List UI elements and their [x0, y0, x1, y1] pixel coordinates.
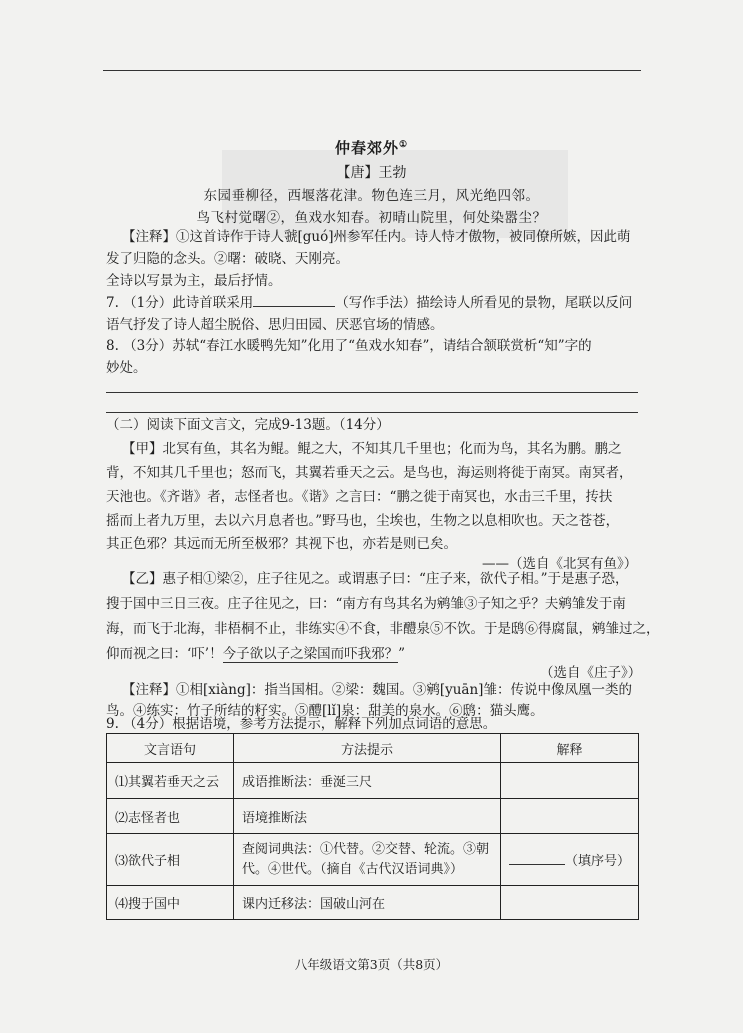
question-7: 7. （1分）此诗首联采用 （写作手法）描绘诗人所看见的景物，尾联以反问: [106, 295, 633, 311]
passage-a-line: 其正色邪？其远而无所至极邪？其视下也，亦若是则已矣。: [106, 536, 457, 552]
note-line-2: 发了归隐的念头。②曙：破晓、天刚亮。: [106, 251, 349, 267]
answer-blank[interactable]: [509, 852, 565, 865]
phrase-cell: ⑴其翼若垂天之云: [107, 763, 234, 799]
passage-b-line: 海，而飞于北海，非梧桐不止，非练实④不食，非醴泉⑤不饮。于是鸱⑥得腐鼠，鹓雏过之，: [106, 621, 660, 637]
column-header: 解释: [500, 734, 638, 763]
answer-cell[interactable]: [500, 799, 638, 834]
method-cell: 成语推断法：垂涎三尺: [234, 763, 501, 799]
column-header: 方法提示: [234, 734, 501, 763]
answer-line[interactable]: [106, 412, 638, 413]
note-line-3: 全诗以写景为主，最后抒情。: [106, 273, 282, 289]
top-rule: [103, 70, 641, 71]
poem-line-2: 鸟飞村觉曙②，鱼戏水知春。初晴山院里，何处染嚣尘？: [196, 210, 547, 226]
passage-b-line: 【乙】惠子相①梁②，庄子往见之。或谓惠子曰：“庄子来，欲代子相。”于是惠子恐，: [122, 571, 629, 587]
method-cell: 语境推断法: [234, 799, 501, 834]
phrase-cell: ⑵志怪者也: [107, 799, 234, 834]
underlined-sentence: 今子欲以子之梁国而吓我邪？: [222, 646, 399, 662]
passage-b-line: 仰而视之曰：‘吓’！今子欲以子之梁国而吓我邪？”: [106, 646, 405, 662]
poem-author: 【唐】王勃: [336, 165, 407, 181]
section-2-heading: （二）阅读下面文言文，完成9-13题。（14分）: [106, 417, 390, 433]
passage-a-line: 背，不知其几千里也；怒而飞，其翼若垂天之云。是鸟也，海运则将徙于南冥。南冥者，: [106, 465, 633, 481]
method-cell: 查阅词典法：①代替。②交替、轮流。③朝 代。④世代。（摘自《古代汉语词典》）: [234, 834, 501, 886]
column-header: 文言语句: [107, 734, 234, 763]
question-8-cont: 妙处。: [106, 360, 147, 376]
source-note-b: （选自《庄子》）: [540, 665, 642, 681]
answer-cell[interactable]: [500, 763, 638, 799]
question-8: 8. （3分）苏轼“春江水暖鸭先知”化用了“鱼戏水知春”，请结合颔联赏析“知”字的: [106, 338, 592, 354]
table-row: [107, 763, 639, 799]
phrase-cell: ⑶欲代子相: [107, 834, 234, 886]
poem-line-1: 东园垂柳径，西堰落花津。物色连三月，风光绝四邻。: [203, 188, 540, 204]
source-note-a: ——（选自《北冥有鱼》）: [482, 556, 638, 572]
answer-cell[interactable]: （填序号）: [500, 834, 638, 886]
note-line-1: 【注释】①这首诗作于诗人虢[guó]州参军任内。诗人恃才傲物，被同僚所嫉，因此萌: [122, 229, 631, 245]
answer-cell[interactable]: [500, 886, 638, 920]
phrase-cell: ⑷搜于国中: [107, 886, 234, 920]
question-9: 9. （4分）根据语境，参考方法提示，解释下列加点词语的意思。: [106, 716, 497, 732]
passage-b-line: 搜于国中三日三夜。庄子往见之，曰：“南方有鸟其名为鹓雏③子知之乎？夫鹓雏发于南: [106, 596, 626, 612]
page-footer: 八年级语文第3页（共8页）: [294, 957, 449, 972]
question-7-cont: 语气抒发了诗人超尘脱俗、思归田园、厌恶官场的情感。: [106, 317, 444, 333]
passage-a-line: 天池也。《齐谐》者，志怪者也。《谐》之言曰：“鹏之徙于南冥也，水击三千里，抟扶: [106, 489, 613, 505]
table-row: [107, 834, 639, 886]
annotation-line-2: 鸟。④练实：竹子所结的籽实。⑤醴[lǐ]泉：甜美的泉水。⑥鸱：猫头鹰。: [106, 703, 544, 719]
passage-a-line: 【甲】北冥有鱼，其名为鲲。鲲之大，不知其几千里也；化而为鸟，其名为鹏。鹏之: [122, 441, 622, 457]
table-row: [107, 799, 639, 834]
method-cell: 课内迁移法：国破山河在: [234, 886, 501, 920]
answer-line[interactable]: [106, 392, 638, 393]
table-row: [107, 886, 639, 920]
answer-blank[interactable]: [253, 294, 335, 307]
question-9-table: [106, 733, 639, 920]
passage-a-line: 摇而上者九万里，去以六月息者也。”野马也，尘埃也，生物之以息相吹也。天之苍苍，: [106, 513, 620, 529]
annotation-line-1: 【注释】①相[xiàng]：指当国相。②梁：魏国。③鹓[yuān]雏：传说中像凤凰一类的: [122, 682, 632, 698]
table-header-row: [107, 734, 639, 763]
poem-title: 仲春郊外①: [334, 139, 409, 157]
